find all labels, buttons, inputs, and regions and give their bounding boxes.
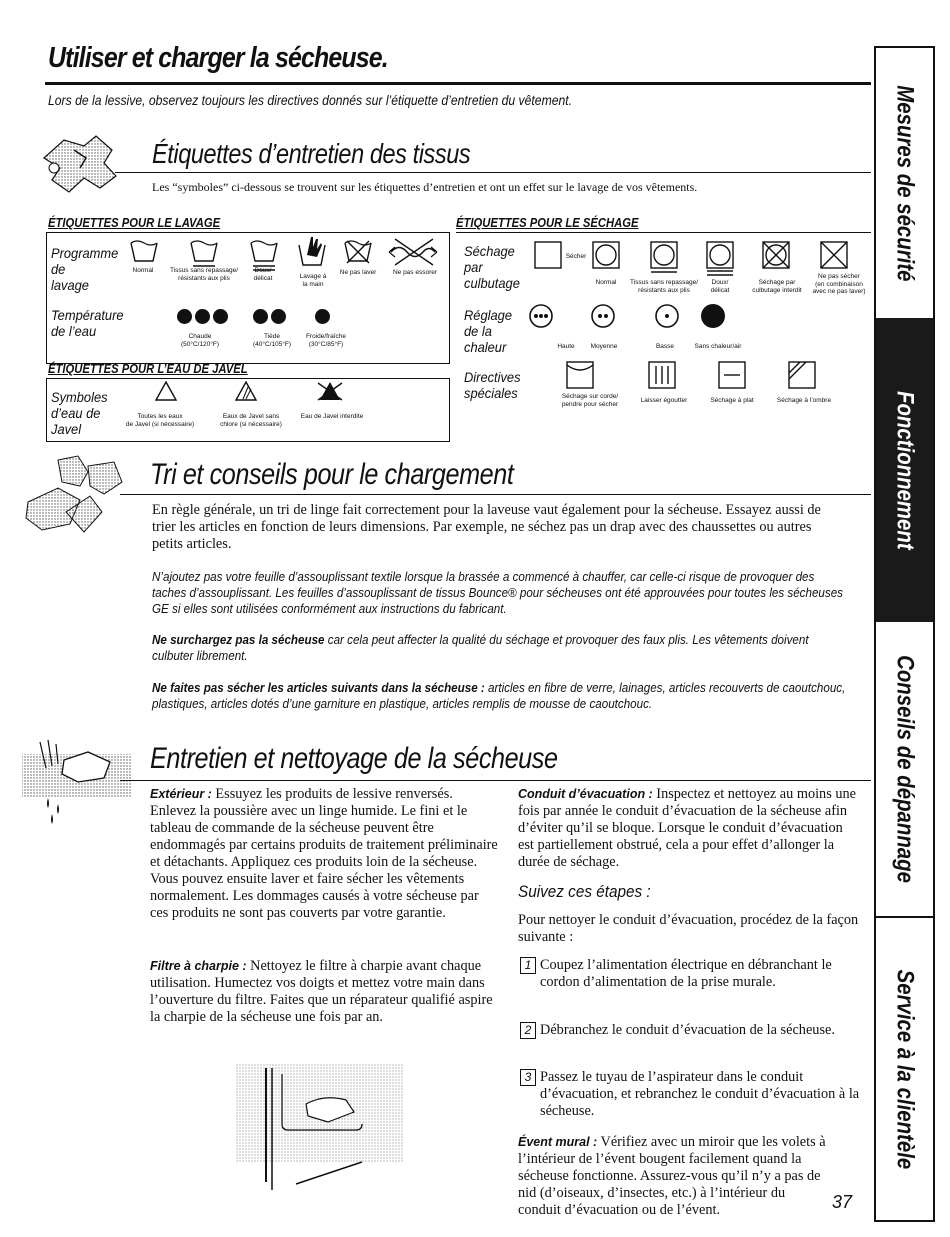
sorting-laundry-icon: [18, 452, 138, 542]
section-title-sorting: Tri et conseils pour le chargement: [150, 458, 514, 491]
low-heat-icon: [654, 303, 680, 329]
wash-item-label: Tissus sans repassage/ résistants aux plis: [169, 267, 239, 282]
bleach-item-label: Eau de Javel interdite: [300, 413, 364, 420]
exhaust-duct-lead: Conduit d’évacuation :: [518, 787, 653, 801]
tab-troubleshooting[interactable]: [876, 622, 933, 916]
special-item-label: Laisser égoutter: [640, 397, 688, 404]
do-not-wring-icon: [387, 237, 439, 267]
do-not-tumble-dry-icon: [762, 241, 790, 269]
shirt-label-icon: [34, 128, 129, 200]
tumble-dry-label: Séchage par culbutage: [464, 243, 520, 291]
tumble-dry-perm-press-icon: [650, 241, 678, 275]
warm-water-dots: [253, 309, 289, 329]
lint-filter-paragraph: [150, 958, 498, 1026]
lint-filter-illustration: [236, 1064, 404, 1190]
intro-text: Lors de la lessive, observez toujours les directives donnés sur l’étiquette d’entretien du vêtement.: [48, 92, 573, 108]
bleach-labels-box: [46, 378, 450, 442]
tab-label: Conseils de dépannage: [891, 655, 919, 883]
wash-permanent-press-icon: [189, 239, 219, 269]
special-item-label: Séchage à plat: [710, 397, 754, 404]
wash-normal-icon: [129, 239, 159, 265]
softener-paragraph: N’ajoutez pas votre feuille d’assouplissant textile lorsque la brassée a commencé à chauffer, car celle-ci risque de provoquer des taches d’assouplissant. Les feuilles d’assouplissant de tissus Bounce® pour sécheuses ont été approuvées pour toutes les sécheuses GE si elles sont utilisées conformément aux instructions du fabricant.: [152, 570, 843, 616]
tab-safety[interactable]: [876, 48, 933, 318]
side-tab-bar: [874, 46, 935, 1222]
step-text: Débranchez le conduit d’évacuation de la sécheuse.: [540, 1022, 835, 1038]
do-not-dry-paragraph: [152, 680, 851, 712]
care-labels-lead: Les “symboles” ci-dessous se trouvent sur les étiquettes d’entretien et ont un effet sur le lavage de vos vêtements.: [152, 180, 698, 194]
special-item-label: Séchage sur corde/ pendre pour sécher: [561, 393, 619, 408]
steps-intro: Pour nettoyer le conduit d’évacuation, procédez de la façon suivante :: [518, 912, 859, 945]
hand-wash-icon: [297, 235, 327, 269]
no-bleach-icon: [317, 381, 343, 401]
cold-water-dots: [315, 309, 333, 329]
wash-item-label: Normal: [132, 267, 154, 274]
page-number: 37: [832, 1192, 853, 1212]
lint-filter-lead: Filtre à charpie :: [150, 959, 247, 973]
tumble-item-label: Tissus sans repassage/ résistants aux plis: [629, 279, 699, 294]
section-rule: [120, 780, 871, 781]
step-item: [520, 957, 860, 991]
do-not-wash-icon: [343, 239, 373, 265]
step-item: [520, 1022, 860, 1039]
bleach-item-label: Eaux de Javel sans chlore (si nécessaire): [220, 413, 282, 428]
heat-item-label: Sans chaleur/air: [694, 343, 742, 350]
tab-label: Service à la clientèle: [891, 969, 919, 1169]
step-number: 1: [520, 957, 536, 974]
dry-flat-icon: [718, 361, 746, 389]
tumble-item-label: Séchage par culbutage interdit: [752, 279, 802, 294]
tab-customer-service[interactable]: [876, 918, 933, 1220]
section-rule: [120, 494, 871, 495]
washing-labels-box: [46, 232, 450, 364]
temp-item-label: Froide/fraîche (30°C/85°F): [305, 333, 347, 348]
tab-operation[interactable]: [876, 318, 933, 622]
tab-label: Fonctionnement: [891, 390, 919, 550]
overload-paragraph: [152, 632, 851, 664]
wall-vent-paragraph: [518, 1134, 830, 1219]
wash-item-label: Ne pas essorer: [392, 269, 438, 276]
bleach-labels-heading: ÉTIQUETTES POUR L’EAU DE JAVEL: [48, 362, 248, 376]
wash-cycle-label: Programme de lavage: [51, 245, 119, 293]
tumble-item-label: Ne pas sécher (en combinaison avec ne pas laver): [812, 273, 866, 295]
step-number: 2: [520, 1022, 536, 1039]
bleach-label: Symboles d’eau de Javel: [51, 389, 108, 437]
do-not-dry-icon: [820, 241, 848, 269]
drip-dry-icon: [648, 361, 676, 389]
do-not-dry-text: articles en fibre de verre, lainages, articles recouverts de caoutchouc, plastiques, articles dotés d’une garniture en plastique, articles remplis de mousse de caoutchouc.: [152, 681, 846, 711]
exterior-text: Essuyez les produits de lessive renversés. Enlevez la poussière avec un linge humide. Le fini et le tableau de commande de la sécheuse peuvent être endommagés par certains produits de traitement préliminaire et détachants. Appliquez ces produits loin de la sécheuse. Vous pouvez ensuite laver et faire sécher les vêtements normalement. Les dommages causés à votre sécheuse par ces produits ne sont pas couverts par votre garantie.: [150, 786, 498, 921]
bleach-item-label: Toutes les eaux de Javel (si nécessaire): [125, 413, 195, 428]
washing-labels-heading: ÉTIQUETTES POUR LE LAVAGE: [48, 216, 221, 230]
special-item-label: Séchage à l’ombre: [776, 397, 832, 404]
tumble-item-label: Doux/ délicat: [710, 279, 730, 294]
heat-item-label: Haute: [557, 343, 575, 350]
do-not-dry-lead: Ne faites pas sécher les articles suivants dans la sécheuse :: [152, 681, 485, 695]
section-title-care-labels: Étiquettes d’entretien des tissus: [152, 138, 471, 169]
hot-water-dots: [177, 309, 231, 329]
cleaning-cloth-icon: [18, 738, 138, 828]
page-title: Utiliser et charger la sécheuse.: [48, 42, 388, 74]
exhaust-duct-paragraph: [518, 786, 862, 871]
wall-vent-lead: Évent mural :: [518, 1135, 598, 1149]
tumble-item-label: Normal: [595, 279, 617, 286]
high-heat-icon: [528, 303, 554, 329]
step-number: 3: [520, 1069, 536, 1086]
exhaust-duct-text: Inspectez et nettoyez au moins une fois par année le conduit d’évacuation de la sécheuse afin d’éviter qu’il se bloque. Lorsque le conduit d’évacuation est partiellement obstrué, cela a pour effet d’allonger la durée de séchage.: [518, 786, 856, 870]
exterior-paragraph: [150, 786, 498, 922]
tumble-item-label: Sécher: [565, 253, 587, 260]
tumble-dry-icon: [534, 241, 562, 269]
drying-labels-heading: ÉTIQUETTES POUR LE SÉCHAGE: [456, 216, 639, 230]
line-dry-icon: [566, 361, 594, 389]
wash-item-label: Doux/ délicat: [253, 267, 273, 282]
wall-vent-text: Vérifiez avec un miroir que les volets à l’intérieur de l’évent bougent facilement quand la sécheuse fonctionne. Assurez-vous qu’il n’y a pas de nid (d’oiseaux, d’insectes, etc.) à l’intérieur du conduit d’évacuation ou de l’évent.: [518, 1134, 826, 1218]
overload-lead: Ne surchargez pas la sécheuse: [152, 633, 325, 647]
overload-text: car cela peut affecter la qualité du séchage et provoquer des faux plis. Les vêtements doivent culbuter librement.: [152, 633, 809, 663]
sorting-paragraph: En règle générale, un tri de linge fait correctement pour la laveuse vaut également pour la sécheuse. Essayez aussi de trier les articles en fonction de leurs dimensions. Par exemple, ne séchez pas un drap avec des chaussettes ou autres petits articles.: [152, 502, 821, 552]
step-text: Passez le tuyau de l’aspirateur dans le conduit d’évacuation, et rebranchez le conduit d’évacuation à la sécheuse.: [540, 1069, 860, 1119]
step-item: [520, 1069, 860, 1120]
section-rule: [115, 172, 871, 173]
title-rule: [45, 82, 871, 85]
heat-item-label: Moyenne: [590, 343, 618, 350]
no-heat-icon: [700, 303, 726, 329]
heat-item-label: Basse: [655, 343, 675, 350]
medium-heat-icon: [590, 303, 616, 329]
temp-item-label: Chaude (50°C/120°F): [180, 333, 220, 348]
temp-item-label: Tiède (40°C/105°F): [252, 333, 292, 348]
any-bleach-icon: [155, 381, 177, 401]
special-instructions-label: Directives spéciales: [464, 369, 521, 401]
dry-in-shade-icon: [788, 361, 816, 389]
drying-labels-box: [456, 232, 871, 441]
exterior-lead: Extérieur :: [150, 787, 212, 801]
wash-item-label: Ne pas laver: [339, 269, 377, 276]
water-temp-label: Température de l’eau: [51, 307, 124, 339]
lint-filter-text: Nettoyez le filtre à charpie avant chaque utilisation. Humectez vos doigts et mettez votre main dans l’ouverture du filtre. Faites que un réparateur qualifié aspire la charpie de la sécheuse une fois par an.: [150, 958, 493, 1025]
tab-label: Mesures de sécurité: [891, 84, 919, 282]
tumble-dry-delicate-icon: [706, 241, 734, 277]
tumble-dry-normal-icon: [592, 241, 620, 269]
section-title-cleaning: Entretien et nettoyage de la sécheuse: [150, 742, 558, 775]
wash-item-label: Lavage à la main: [299, 273, 327, 288]
non-chlorine-bleach-icon: [235, 381, 257, 401]
heat-setting-label: Réglage de la chaleur: [464, 307, 512, 355]
step-text: Coupez l’alimentation électrique en débranchant le cordon d’alimentation de la prise murale.: [540, 957, 832, 990]
steps-heading: Suivez ces étapes :: [518, 882, 651, 901]
